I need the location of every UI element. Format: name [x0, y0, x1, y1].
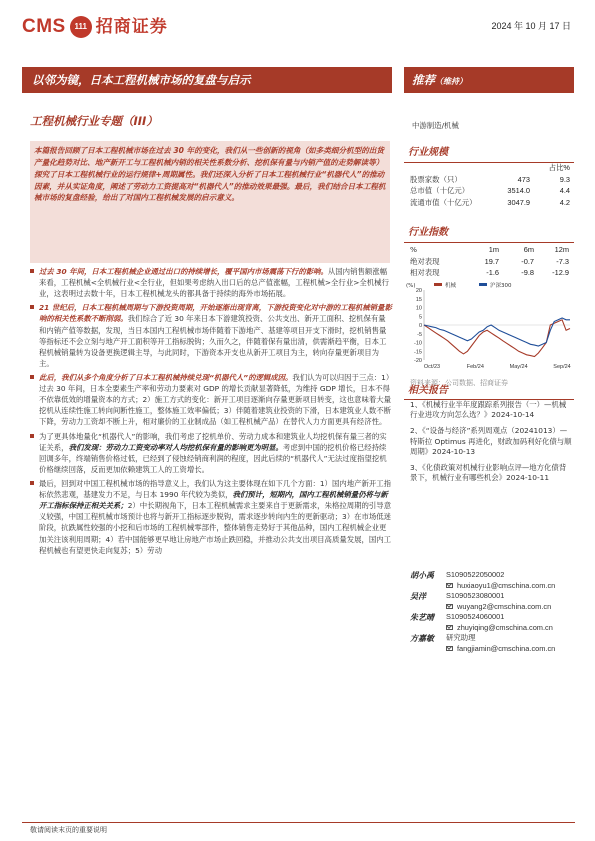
scale-label: 总市值（十亿元） [410, 186, 470, 196]
chart-y-tick: 0 [418, 323, 422, 329]
rating-banner [404, 67, 574, 93]
performance-section-title: 行业指数 [408, 227, 448, 238]
scale-value: 473 [517, 174, 530, 184]
bullet-list [30, 266, 392, 559]
chart-x-tick: Sep/24 [553, 364, 571, 370]
footer-divider [22, 822, 575, 823]
logo-seal-icon: 111 [70, 16, 92, 38]
related-report-item: 2、《“设备与经济”系列周观点（20241013）—特斯拉 Optimus 再进化，财政加码利好化债与顺周期》2024-10-13 [410, 426, 572, 456]
chart-ylabel: (%) [406, 283, 416, 289]
scale-row [410, 198, 570, 210]
scale-label: 股票家数（只） [410, 174, 462, 184]
bullet-item [30, 478, 392, 556]
performance-value: -1.6 [486, 268, 499, 278]
scale-share: 4.2 [559, 197, 570, 207]
analyst-name: 朱艺晴 [410, 613, 434, 622]
analyst-id: S1090524060001 [446, 612, 505, 621]
bullet-marker [30, 269, 34, 273]
bullet-bold-text: 21 世纪后，日本工程机械周期与下游投资周期，开始逐渐出现背离，下游投资变化对中游的工程机械销量影响的相关性系数不断削弱。 [39, 303, 392, 324]
analyst-id: S1090523080001 [446, 591, 505, 600]
rating-sub: （维持） [435, 77, 467, 86]
performance-header-row [410, 245, 570, 257]
analyst-row [410, 591, 572, 602]
bullet-text: 我们认为可以归因于三点：1）过去 30 年间，日本全要素生产率和劳动力要素对 GDP 的增长贡献显著降低，为维持 GDP 增长，日本不得不依靠低效的增量资本的方式；2）施工方式的变化：新开工项目逐渐向存量更新项目转变，这也意味着大量挖机从连续性施工转向间断性施工，整体施工效率偏低；3）伴随着建筑业投资的下滑，日本建筑业人数不断下降，劳动力工资却不断上升，相对廉价的工业制成品（如工程机械产品）在替代人力方面更具有经济性。 [39, 372, 392, 427]
chart-source: 资料来源：公司数据、招商证券 [410, 379, 508, 387]
index-chart [404, 280, 574, 376]
performance-row [410, 257, 570, 269]
performance-value: -12.9 [552, 268, 569, 278]
analyst-list [410, 570, 572, 654]
bullet-text: 我们综合了近 30 年来日本下游建筑投资、公共支出、新开工面积、挖机保有量和内销产值等数据，发现，当日本国内工程机械市场伴随着下游地产、基建等项目开支下滑时，挖机销售量等指标还不会立刻与地产开工面积等开工指标脱钩；久而久之，伴随着保有量出清，供需渐趋平衡，日本工程机械销量转为设备更换逻辑主导，与此同时，下游资本开支也从新开工项目为主，转向存量更新项目为主。 [39, 314, 387, 368]
analyst-name: 吴洋 [410, 592, 426, 601]
bullet-item [30, 431, 392, 475]
performance-value: 19.7 [484, 256, 499, 266]
analyst-id: S1090522050002 [446, 570, 505, 579]
chart-y-tick: 15 [415, 296, 422, 303]
rating-label [412, 72, 467, 88]
performance-label: 相对表现 [410, 268, 440, 278]
analyst-name: 方嘉敏 [410, 634, 434, 643]
bullet-bold-text: 此后，我们从多个角度分析了日本工程机械持续兑现“机器代人”的逻辑成因。 [39, 372, 293, 382]
chart-legend-swatch [434, 283, 442, 286]
analyst-row [410, 633, 572, 644]
scale-label: 流通市值（十亿元） [410, 197, 477, 207]
chart-x-tick: Feb/24 [466, 364, 484, 370]
report-date: 2024 年 10 月 17 日 [491, 21, 571, 31]
chart-legend-label: 沪深300 [490, 283, 512, 289]
bullet-marker [30, 375, 34, 379]
summary-box: 本篇报告回顾了日本工程机械市场在过去 30 年的变化，我们从一些创新的视角（如多类细分机型的出货产量化趋势对比、地产新开工与工程机械内销的相关性系数分析、挖机保有量与内销产值的走势解读等）探究了日本工程机械行业的运行规律+周期属性。我们还深入分析了日本工程机械行业“机器代人”的推动因素，并从实证角度，阐述了劳动力工资提高对“机器代人”的推动效果最强。最后，我们结合日本工程机械市场的复盘经验，给出了对国内工程机械发展的启示意义。 [30, 141, 390, 263]
scale-row [410, 175, 570, 187]
analyst-row [410, 581, 572, 592]
chart-legend-label: 机械 [445, 283, 457, 289]
analyst-row [410, 602, 572, 613]
performance-header-cell: 1m [488, 245, 499, 255]
bullet-item [30, 266, 392, 299]
analyst-email: huxiaoyu1@cmschina.com.cn [457, 580, 556, 590]
chart-legend-swatch [479, 283, 487, 286]
chart-x-tick: Oct/23 [423, 364, 441, 370]
analyst-row [410, 612, 572, 623]
analyst-email: zhuyiqing@cmschina.com.cn [457, 622, 553, 632]
chart-y-tick: -5 [417, 331, 422, 338]
chart-x-tick: May/24 [509, 364, 528, 370]
bullet-marker [30, 481, 34, 485]
report-subtitle: 工程机械行业专题（III） [30, 114, 158, 128]
chart-y-tick: -10 [414, 340, 422, 347]
analyst-email: wuyang2@cmschina.com.cn [457, 601, 552, 611]
scale-value: 3047.9 [507, 197, 530, 207]
performance-value: -7.3 [556, 256, 569, 266]
bullet-marker [30, 305, 34, 309]
bullet-marker [30, 434, 34, 438]
bullet-text: 为了更具体地量化“机器代人”的影响，我们考虑了挖机单价、劳动力成本和建筑业人均挖机保有量三者的实证关系， [39, 431, 387, 452]
performance-divider [404, 242, 574, 243]
mail-icon [446, 583, 453, 588]
analyst-email: fangjiamin@cmschina.com.cn [457, 643, 556, 653]
analyst-row [410, 644, 572, 655]
bullet-item [30, 302, 392, 369]
title-banner [22, 67, 392, 93]
mail-icon [446, 625, 453, 630]
rating-value: 推荐 [412, 73, 435, 87]
related-section-title: 相关报告 [408, 385, 448, 396]
chart-y-tick: -15 [414, 349, 422, 356]
bullet-text: 从国内销售额涨幅来看，工程机械<全机械行业<全行业，但如果考虑纳入出口后的总产值涨幅，工程机械>全行业>全机械行业，这表明过去数十年，日本工程机械龙头的都具备于持续的海外市场拓展。 [39, 267, 389, 299]
scale-header-row [410, 163, 570, 175]
scale-value: 3514.0 [507, 186, 530, 196]
scale-row [410, 186, 570, 198]
performance-row [410, 268, 570, 280]
bullet-bold-text: 过去 30 年间，日本工程机械企业通过出口的持续增长，覆平国内市场震荡下行的影响。 [39, 267, 328, 276]
scale-section-title: 行业规模 [408, 147, 448, 158]
logo-cms-text: CMS [22, 15, 66, 37]
bullet-text: 2）中长期视角下，日本工程机械需求主要来自于更新需求，朱格拉周期的引导意义较强，中国工程机械市场预计也将与新开工指标逐步脱钩，需求逐步转向内生的更新驱动；3）在市场低迷阶段，抗跌属性较强的小挖和后市场的工程机械零部件，整体销售走势好于其他品种，国内工程机械企业更加关注该利用周期；4）若中国能够更早地让房地产市场止跌回稳，并推动公共支出项目高质量发展，国内工程机械也有望更快走向复苏；5）劳动 [39, 501, 392, 555]
report-title: 以邻为镜，日本工程机械市场的复盘与启示 [32, 73, 251, 87]
bullet-text: 最后，回到对中国工程机械市场的指导意义上，我们认为这主要体现在如下几个方面：1）国内地产新开工指标依然悲观，基建发力不足，与日本 1990 年代较为类似， [39, 478, 392, 500]
logo [22, 14, 168, 40]
scale-table [410, 163, 570, 209]
performance-table [410, 245, 570, 280]
bullet-bold-text: 我们预计，短期内，国内工程机械销量仍将与新开工指标保持正相关关系； [39, 490, 388, 511]
performance-value: -0.7 [521, 256, 534, 266]
performance-header-cell: 12m [554, 245, 569, 255]
performance-header-cell: % [410, 245, 418, 255]
related-reports [410, 400, 572, 490]
analyst-name: 胡小禹 [410, 571, 434, 580]
logo-cn-text: 招商证券 [95, 16, 168, 37]
scale-share: 4.4 [559, 186, 570, 196]
industry-label: 中游制造/机械 [412, 121, 459, 130]
mail-icon [446, 604, 453, 609]
bullet-bold-text: 我们发现：劳动力工资变动率对人均挖机保有量的影响更为明显。 [68, 442, 283, 452]
mail-icon [446, 646, 453, 651]
related-report-item: 3、《化债政策对机械行业影响点评—地方化债背景下，机械行业有哪些机会》2024-10-11 [410, 463, 567, 483]
chart-y-tick: 5 [418, 314, 422, 321]
footer-disclaimer: 敬请阅读末页的重要说明 [30, 826, 107, 834]
scale-share-header: 占比% [548, 163, 570, 173]
analyst-row [410, 570, 572, 581]
performance-label: 绝对表现 [410, 256, 440, 266]
related-report-item: 1、《机械行业半年度跟踪系列报告（一）—机械行业进攻方向怎么选？》2024-10-14 [410, 400, 567, 420]
scale-share: 9.3 [559, 174, 570, 184]
analyst-id: 研究助理 [446, 633, 476, 642]
chart-y-tick: 10 [415, 305, 422, 312]
bullet-item [30, 372, 392, 428]
performance-header-cell: 6m [523, 245, 534, 255]
bullet-text: 考虑到中国的挖机价格已经持续回调多年，终端销售价格过低，已经到了侵蚀经销商利润的程度，因此后续的“机器代人”无法过度指望挖机价格继续回落，反而更加依赖建筑工人的工资增长。 [39, 442, 387, 474]
chart-y-tick: 20 [415, 288, 422, 294]
analyst-row [410, 623, 572, 634]
chart-series-line [424, 318, 570, 346]
chart-y-tick: -20 [414, 358, 422, 364]
performance-value: -9.8 [521, 268, 534, 278]
